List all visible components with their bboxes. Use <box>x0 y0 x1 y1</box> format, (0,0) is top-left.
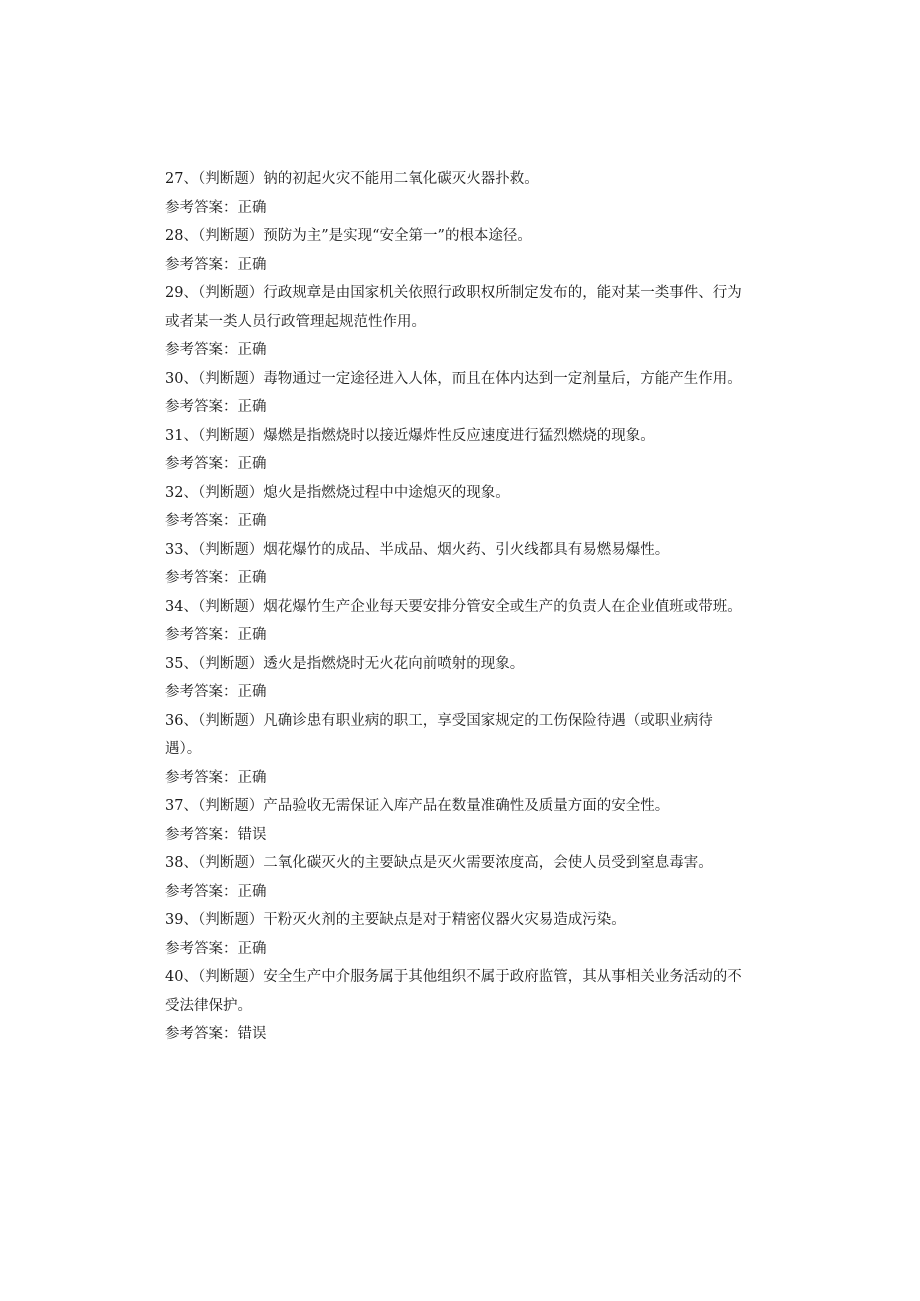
answer-27: 参考答案：正确 <box>165 199 267 216</box>
question-28: 28、（判断题）预防为主”是实现“安全第一”的根本途径。 <box>165 228 532 244</box>
question-35: 35、（判断题）透火是指燃烧时无火花向前喷射的现象。 <box>165 655 525 672</box>
question-27: 27、（判断题）钠的初起火灾不能用二氧化碳灭火器扑救。 <box>165 171 539 187</box>
answer-39: 参考答案：正确 <box>165 940 267 957</box>
answer-33: 参考答案：正确 <box>165 570 267 586</box>
answer-31: 参考答案：正确 <box>165 456 267 472</box>
question-37: 37、（判断题）产品验收无需保证入库产品在数量准确性及质量方面的安全性。 <box>165 798 670 814</box>
answer-32: 参考答案：正确 <box>165 513 267 529</box>
question-31: 31、（判断题）爆燃是指燃烧时以接近爆炸性反应速度进行猛烈燃烧的现象。 <box>165 427 655 444</box>
answer-36: 参考答案：正确 <box>165 769 267 786</box>
question-39: 39、（判断题）干粉灭火剂的主要缺点是对于精密仪器火灾易造成污染。 <box>165 912 626 928</box>
question-40: 40、（判断题）安全生产中介服务属于其他组织不属于政府监管，其从事相关业务活动的不受法律保护。 <box>165 969 742 1014</box>
question-34: 34、（判断题）烟花爆竹生产企业每天要安排分管安全或生产的负责人在企业值班或带班。 <box>165 598 742 615</box>
question-36: 36、（判断题）凡确诊患有职业病的职工，享受国家规定的工伤保险待遇（或职业病待遇）。 <box>165 712 713 757</box>
question-32: 32、（判断题）熄火是指燃烧过程中中途熄灭的现象。 <box>165 484 510 501</box>
answer-37: 参考答案：错误 <box>165 826 267 843</box>
question-30: 30、（判断题）毒物通过一定途径进入人体，而且在体内达到一定剂量后，方能产生作用。 <box>165 370 742 387</box>
answer-34: 参考答案：正确 <box>165 627 267 643</box>
question-38: 38、（判断题）二氧化碳灭火的主要缺点是灭火需要浓度高，会使人员受到窒息毒害。 <box>165 855 713 871</box>
question-33: 33、（判断题）烟花爆竹的成品、半成品、烟火药、引火线都具有易燃易爆性。 <box>165 541 670 558</box>
answer-38: 参考答案：正确 <box>165 883 267 900</box>
answer-30: 参考答案：正确 <box>165 399 267 415</box>
question-29: 29、（判断题）行政规章是由国家机关依照行政职权所制定发布的，能对某一类事件、行为或者某一类人员行政管理起规范性作用。 <box>165 285 742 330</box>
document-page <box>165 165 745 1049</box>
answer-29: 参考答案：正确 <box>165 342 267 358</box>
answer-28: 参考答案：正确 <box>165 256 267 273</box>
answer-40: 参考答案：错误 <box>165 1026 267 1042</box>
answer-35: 参考答案：正确 <box>165 684 267 700</box>
